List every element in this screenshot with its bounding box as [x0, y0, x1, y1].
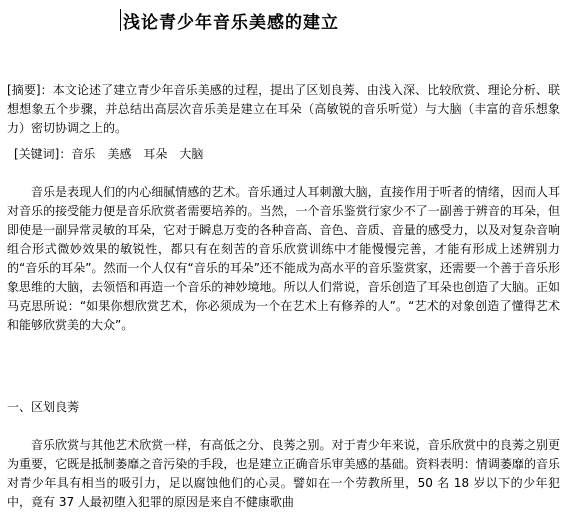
abstract-paragraph: [摘要]：本文论述了建立青少年音乐美感的过程，提出了区划良莠、由浅入深、比较欣赏、理论分析、联想想象五个步骤，并总结出高层次音乐美是建立在耳朵（高敏锐的音乐听觉）与大脑（丰富的音乐想象力）密切协调之上的。 [7, 83, 560, 135]
body-paragraph-2: 音乐欣赏与其他艺术欣赏一样，有高低之分、良莠之别。对于青少年来说，音乐欣赏中的良莠之别更为重要，它既是抵制萎靡之音污染的手段，也是建立正确音乐审美感的基础。资料表明：情调萎靡的音乐对青少年具有相当的吸引力，足以腐蚀他们的心灵。譬如在一个劳教所里，50 名 18 岁以下的少年犯中，竟有 37 人最初堕入犯罪的原因是来自不健康歌曲 [7, 438, 560, 509]
text-cursor [120, 9, 121, 31]
section-heading: 一、区划良莠 [7, 400, 80, 414]
keywords-line: [关键词]：音乐 美感 耳朵 大脑 [14, 147, 204, 161]
document-title: 浅论青少年音乐美感的建立 [123, 12, 339, 33]
title-line [120, 7, 339, 33]
body-paragraph-1: 音乐是表现人们的内心细腻情感的艺术。音乐通过人耳刺激大脑，直接作用于听者的情绪，因而人耳对音乐的接受能力便是音乐欣赏者需要培养的。当然，一个音乐鉴赏行家少不了一副善于辨音的耳朵，但即使是一副异常灵敏的耳朵，它对于瞬息万变的各种音高、音色、音质、音量的感受力，以及对复杂音响组合形式微妙效果的敏锐性，都只有在刻苦的音乐欣赏训练中才能慢慢完善，才能有形成上述辨别力的“音乐的耳朵”。然而一个人仅有“音乐的耳朵”还不能成为高水平的音乐鉴赏家，还需要一个善于音乐形象思维的大脑，去领悟和再造一个音乐的神妙境地。所以人们常说，音乐创造了耳朵也创造了大脑。正如马克思所说：“如果你想欣赏艺术，你必须成为一个在艺术上有修养的人”。“艺术的对象创造了懂得艺术和能够欣赏美的大众”。 [7, 185, 560, 332]
